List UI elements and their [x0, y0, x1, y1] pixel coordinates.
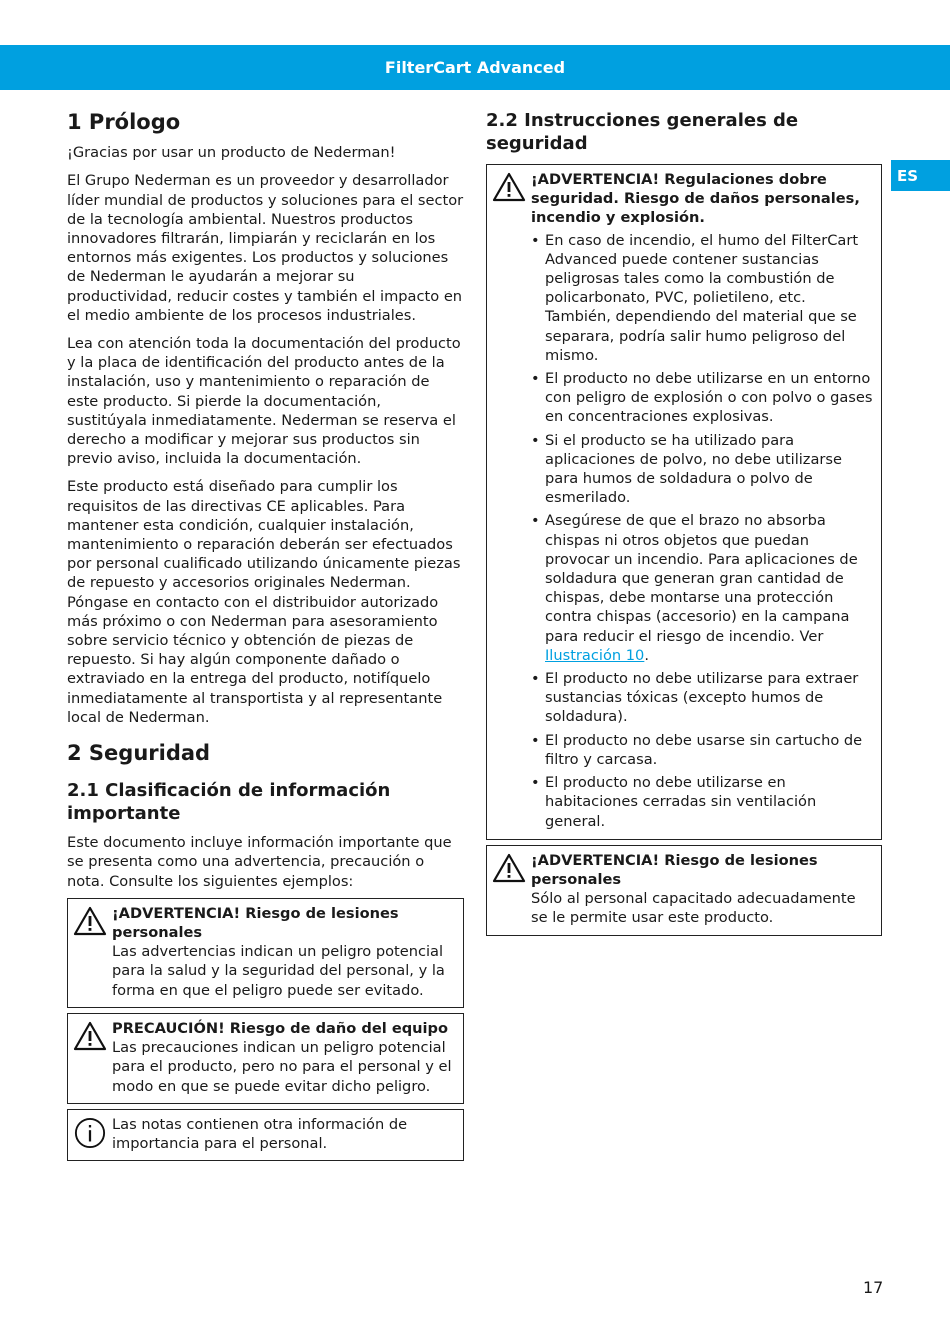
list-item-end: .	[644, 646, 649, 664]
header-bar	[0, 45, 950, 90]
section-2-1-title: 2.1 Clasificación de información importante	[67, 780, 391, 824]
warning-triangle-icon	[492, 852, 526, 884]
page-number: 17	[863, 1278, 884, 1297]
safety-list	[531, 231, 873, 831]
personnel-warning-text: Sólo al personal capacitado adecuadamente se le permite usar este producto.	[531, 890, 856, 927]
caution-title: PRECAUCIÓN! Riesgo de daño del equipo	[112, 1019, 449, 1037]
list-item: • En caso de incendio, el humo del FilterCart Advanced puede contener sustancias peligrosas tales como la combustión de policarbonato, PVC, polietileno, etc. También, dependiendo del material que se separara, podría salir humo peligroso del mismo.	[531, 231, 873, 365]
list-item: • Si el producto se ha utilizado para aplicaciones de polvo, no debe utilizarse para humos de soldadura o polvo de esmerilado.	[531, 431, 873, 508]
warning-triangle-icon	[492, 171, 526, 203]
warning-title: ¡ADVERTENCIA! Riesgo de lesiones personales	[112, 904, 399, 942]
language-tab: ES	[891, 160, 950, 191]
info-icon	[73, 1117, 107, 1149]
safety-warning-box	[486, 164, 882, 840]
list-item	[531, 511, 873, 665]
list-item: • El producto no debe utilizarse en habitaciones cerradas sin ventilación general.	[531, 773, 873, 831]
left-column	[67, 110, 464, 1166]
paragraph: Este producto está diseñado para cumplir los requisitos de las directivas CE aplicables. Para mantener esta condición, cualquier instalación, mantenimiento o reparación deberán ser efectuados por personal cualificado utilizando únicamente piezas de repuesto y accesorios originales Nederman. Póngase en contacto con el distribuidor autorizado más próximo o con Nederman para asesoramiento sobre servicio técnico y obtención de piezas de repuesto. Si hay algún componente dañado o extraviado en la entrega del producto, notifíquelo inmediatamente al transportista y al representante local de Nederman.	[67, 478, 461, 726]
section-2-2-title: 2.2 Instrucciones generales de seguridad	[486, 110, 799, 154]
paragraph: Lea con atención toda la documentación del producto y la placa de identificación del producto antes de la instalación, uso y mantenimiento o reparación de este producto. Si pierde la documentación, sustitúyala inmediatamente. Nederman se reserva el derecho a modificar y mejorar sus productos sin previo aviso, incluida la documentación.	[67, 335, 461, 468]
list-item: • El producto no debe usarse sin cartucho de filtro y carcasa.	[531, 731, 873, 769]
personnel-warning-box	[486, 845, 882, 936]
illustration-link[interactable]: Ilustración 10	[545, 646, 645, 664]
paragraph: El Grupo Nederman es un proveedor y desarrollador líder mundial de productos y soluciones para el sector de la tecnología ambiental. Nuestros productos innovadores filtrarán, limpiarán y reciclarán en los entornos más exigentes. Los productos y soluciones de Nederman le ayudarán a mejorar su productividad, reducir costes y también el impacto en el medio ambiente de los procesos industriales.	[67, 172, 464, 324]
safety-warning-title: ¡ADVERTENCIA! Regulaciones dobre seguridad. Riesgo de daños personales, incendio y explosión.	[531, 171, 860, 227]
caution-text: Las precauciones indican un peligro potencial para el producto, pero no para el personal y el modo en que se puede evitar dicho peligro.	[112, 1039, 452, 1095]
warning-triangle-icon	[73, 905, 107, 937]
caution-box	[67, 1013, 464, 1104]
note-text: Las notas contienen otra información de importancia para el personal.	[112, 1115, 408, 1152]
list-item: • El producto no debe utilizarse para extraer sustancias tóxicas (excepto humos de soldadura).	[531, 669, 873, 727]
header-title: FilterCart Advanced	[384, 58, 566, 77]
paragraph: ¡Gracias por usar un producto de Nederman!	[67, 144, 396, 162]
warning-box	[67, 898, 464, 1008]
intro-paragraph: Este documento incluye información importante que se presenta como una advertencia, precaución o nota. Consulte los siguientes ejemplos:	[67, 834, 452, 890]
warning-text: Las advertencias indican un peligro potencial para la salud y la seguridad del personal, y la forma en que el peligro puede ser evitado.	[112, 943, 445, 999]
list-item: • El producto no debe utilizarse en un entorno con peligro de explosión o con polvo o gases en concentraciones explosivas.	[531, 369, 873, 427]
section-1-title: 1 Prólogo	[67, 110, 181, 134]
right-column	[486, 110, 882, 941]
note-box	[67, 1109, 464, 1161]
section-2-title: 2 Seguridad	[67, 741, 211, 766]
list-item-text: Asegúrese de que el brazo no absorba chispas ni otros objetos que puedan provocar un incendio. Para aplicaciones de soldadura que generan gran cantidad de chispas, debe montarse una protección contra chispas (accesorio) en la campana para reducir el riesgo de incendio. Ver	[545, 512, 858, 645]
warning-triangle-icon	[73, 1020, 107, 1052]
personnel-warning-title: ¡ADVERTENCIA! Riesgo de lesiones personales	[531, 851, 818, 888]
